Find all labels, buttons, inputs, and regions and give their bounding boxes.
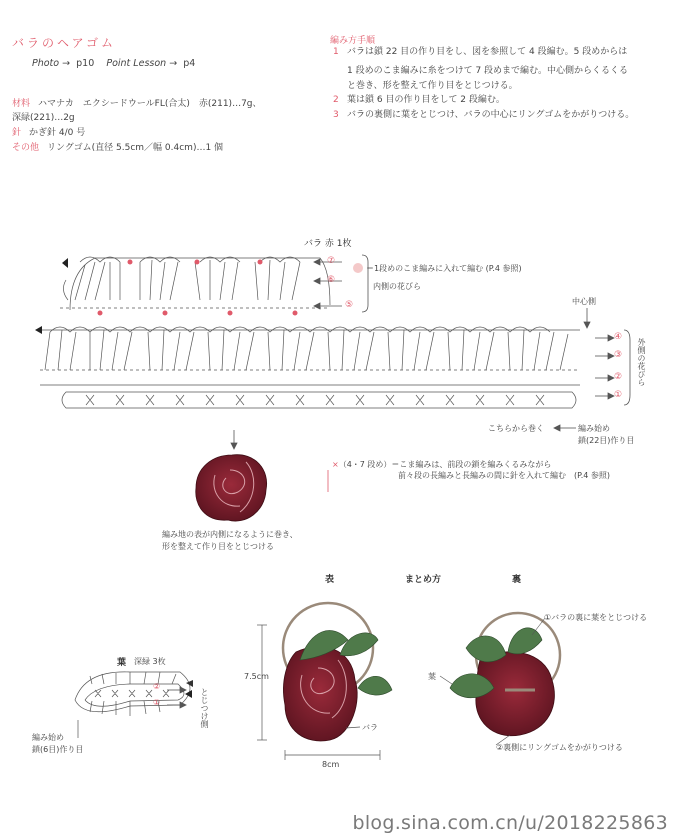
- x-stitch-note: ×（4・7 段め）＝こま編みは、前段の鎖を編みくるみながら: [332, 460, 552, 469]
- leaf-color-note: 深緑 3枚: [134, 657, 166, 666]
- width-dimension-label: 8cm: [322, 760, 340, 769]
- leaf-label: 葉: [428, 672, 436, 681]
- joined-stitch-dot: [258, 260, 263, 265]
- leaf-start-chain-label: 鎖(6目)作り目: [32, 745, 84, 754]
- center-side-label: 中心側: [572, 297, 596, 306]
- rose-label: バラ: [362, 723, 378, 732]
- row-7-label: ⑦: [327, 256, 336, 266]
- step-3: 3 バラの裏側に葉をとじつけ、バラの中心にリングゴムをかがりつける。: [333, 110, 635, 120]
- arrow-right-icon: [180, 687, 186, 693]
- rolled-rose-illustration: [196, 455, 267, 521]
- step-1-line-2: 1 段めのこま編みに糸をつけて 7 段めまで編む。中心側からくるくる: [347, 66, 629, 76]
- assembly-back: [450, 613, 560, 736]
- x-stitch-note-line-2: 前々段の長編みと長編みの間に針を入れて編む (P.4 参照): [398, 471, 610, 480]
- leaf-row-1-label: ①: [153, 698, 161, 707]
- inner-petal-label: 内側の花びら: [373, 282, 421, 291]
- material-other: その他 リングゴム(直径 5.5cm／幅 0.4cm)…1 個: [12, 143, 224, 153]
- joined-stitch-dot: [228, 311, 233, 316]
- arrow-left-icon: [314, 278, 320, 284]
- leaf-row-2-label: ②: [153, 682, 161, 691]
- leaf-attach-side-label: とじつけ側: [200, 688, 209, 728]
- row-5-label: ⑤: [345, 300, 354, 310]
- photo-reference: Photo → p10 Point Lesson → p4: [32, 58, 196, 69]
- pink-circle-icon: [353, 263, 363, 273]
- arrow-right-icon: [180, 702, 186, 708]
- outer-petal-label: 外側の花びら: [637, 338, 646, 386]
- joined-stitch-dot: [293, 311, 298, 316]
- back-label: 裏: [512, 575, 522, 585]
- start-triangle-icon: [62, 258, 68, 268]
- step-1-line-3: と巻き、形を整えて作り目をとじつける。: [347, 81, 518, 91]
- assembly-method-label: まとめ方: [405, 575, 442, 585]
- circle-note: ＝1段めのこま編みに入れて編む (P.4 参照): [366, 264, 522, 273]
- leaf-chart-title: 葉: [117, 658, 127, 668]
- material-hook: 針 かぎ針 4/0 号: [12, 128, 86, 138]
- start-label: 編み始め: [578, 424, 610, 433]
- leaf-arrows: [167, 687, 186, 708]
- arrow-left-icon: [314, 259, 320, 265]
- start-triangle-icon: [185, 690, 192, 698]
- steps-title: 編み方手順: [330, 36, 376, 46]
- height-dimension-label: 7.5cm: [244, 672, 269, 681]
- arrow-down-icon: [231, 443, 237, 449]
- assembly-note-1: ①バラの裏に葉をとじつける: [544, 613, 648, 622]
- row-2-label: ②: [614, 372, 623, 382]
- arrow-down-icon: [584, 322, 590, 328]
- joined-stitch-dot: [163, 311, 168, 316]
- assembly-front: [283, 603, 392, 741]
- watermark: blog.sina.com.cn/u/2018225863: [352, 812, 668, 834]
- row-4-label: ④: [614, 332, 623, 342]
- joined-stitch-dot: [98, 311, 103, 316]
- outer-fans: [45, 327, 568, 370]
- page-title: バラのヘアゴム: [12, 36, 117, 50]
- roll-note-2: 形を整えて作り目をとじつける: [162, 542, 274, 551]
- row-1-label: ①: [614, 390, 623, 400]
- row-arrows: [231, 259, 614, 449]
- step-2: 2 葉は鎖 6 目の作り目をして 2 段編む。: [333, 95, 505, 105]
- start-triangle-icon: [35, 326, 42, 334]
- inner-petal-rows: [60, 257, 330, 310]
- inner-fans: [63, 257, 300, 300]
- start-chain-label: 鎖(22目)作り目: [578, 436, 635, 445]
- chain-stitches: [86, 395, 544, 405]
- outer-petal-rows: [40, 327, 580, 408]
- roll-note-1: 編み地の表が内側になるように巻き、: [162, 530, 298, 539]
- roll-from-label: こちらから巻く: [488, 424, 544, 433]
- row-3-label: ③: [614, 350, 623, 360]
- leaf-start-label: 編み始め: [32, 733, 64, 742]
- material-yarn-green: 深緑(221)…2g: [12, 113, 75, 123]
- arrow-left-icon: [554, 425, 560, 431]
- outer-bracket: [624, 330, 630, 405]
- joined-stitch-dot: [128, 260, 133, 265]
- material-yarn: 材料 ハマナカ エクシードウールFL(合太) 赤(211)…7g、: [12, 99, 262, 109]
- row-6-label: ⑥: [327, 275, 336, 285]
- assembly-note-2: ②裏側にリングゴムをかがりつける: [496, 743, 623, 752]
- joined-stitch-dot: [195, 260, 200, 265]
- step-1: 1 バラは鎖 22 目の作り目をし、図を参照して 4 段編む。5 段めからは: [333, 47, 628, 57]
- rose-chart-title: バラ 赤 1枚: [304, 239, 352, 249]
- front-label: 表: [325, 575, 335, 585]
